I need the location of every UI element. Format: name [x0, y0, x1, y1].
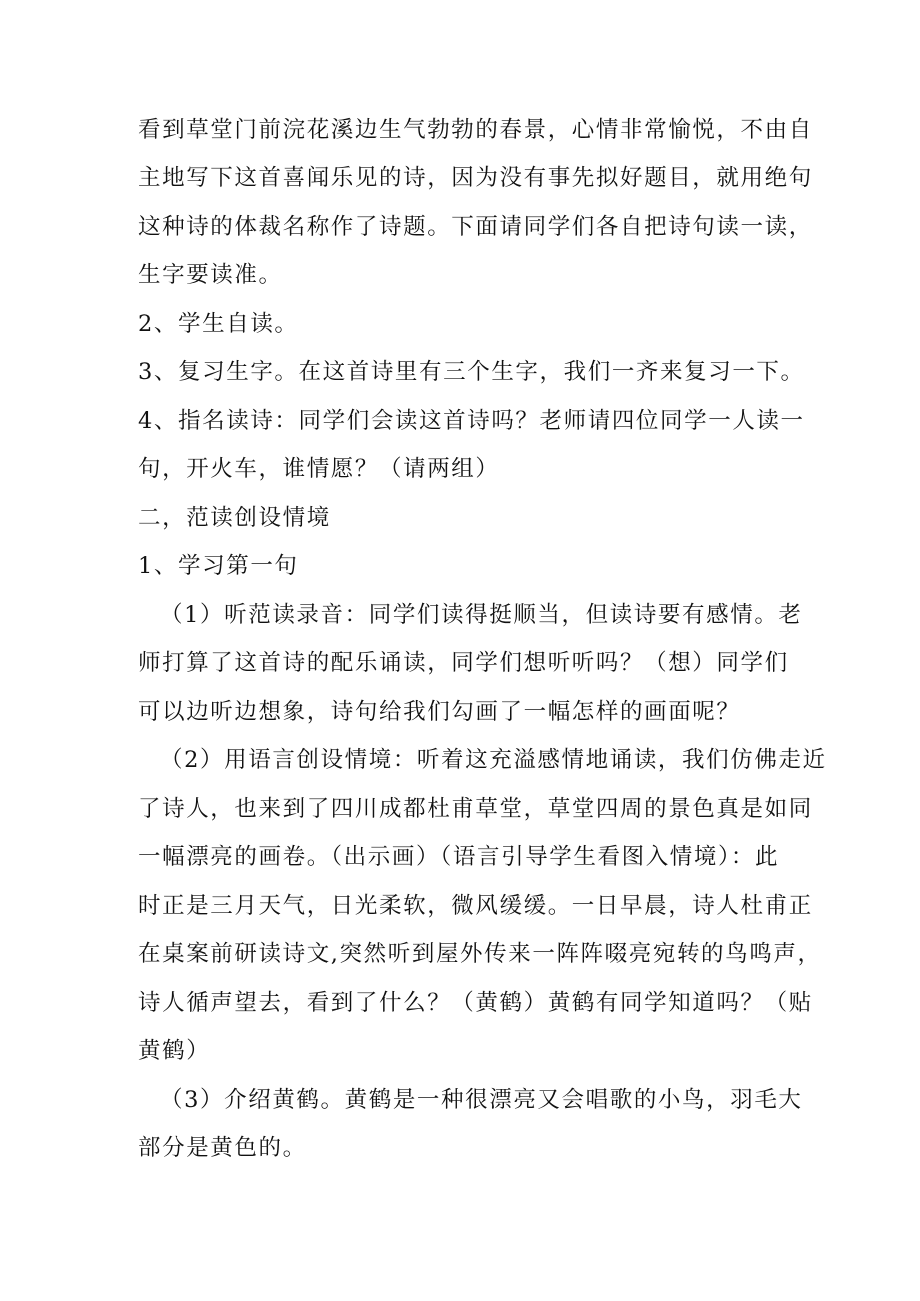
paragraph-line: 诗人循声望去，看到了什么？（黄鹤）黄鹤有同学知道吗？（贴 — [138, 990, 813, 1016]
paragraph-line: （3）介绍黄鹤。黄鹤是一种很漂亮又会唱歌的小鸟，羽毛大 — [160, 1087, 803, 1113]
paragraph-line: 这种诗的体裁名称作了诗题。下面请同学们各自把诗句读一读， — [138, 214, 813, 240]
paragraph-line: 了诗人，也来到了四川成都杜甫草堂，草堂四周的景色真是如同 — [138, 796, 813, 822]
list-item: 4、指名读诗：同学们会读这首诗吗？老师请四位同学一人读一 — [138, 408, 805, 434]
paragraph-line: 部分是黄色的。 — [138, 1135, 307, 1161]
list-item: 2、学生自读。 — [138, 311, 299, 337]
subsection-heading: 1、学习第一句 — [138, 553, 299, 579]
paragraph-line: 黄鹤） — [138, 1038, 211, 1064]
list-item: 3、复习生字。在这首诗里有三个生字，我们一齐来复习一下。 — [138, 359, 805, 385]
paragraph-line: 看到草堂门前浣花溪边生气勃勃的春景，心情非常愉悦，不由自 — [138, 117, 813, 143]
paragraph-line: 主地写下这首喜闻乐见的诗，因为没有事先拟好题目，就用绝句 — [138, 165, 813, 191]
paragraph-line: 生字要读准。 — [138, 262, 283, 288]
paragraph-line: 师打算了这首诗的配乐诵读，同学们想听听吗？（想）同学们 — [138, 650, 789, 676]
paragraph-line: 在桌案前研读诗文,突然听到屋外传来一阵阵啜亮宛转的鸟鸣声， — [138, 941, 822, 967]
paragraph-line: （2）用语言创设情境：听着这充溢感情地诵读，我们仿佛走近 — [160, 747, 827, 773]
paragraph-line: 句，开火车，谁情愿？（请两组） — [138, 456, 500, 482]
paragraph-line: 可以边听边想象，诗句给我们勾画了一幅怎样的画面呢？ — [138, 699, 741, 725]
paragraph-line: 一幅漂亮的画卷。（出示画）（语言引导学生看图入情境）：此 — [138, 844, 780, 870]
paragraph-line: （1）听范读录音：同学们读得挺顺当，但读诗要有感情。老 — [160, 602, 803, 628]
section-heading: 二，范读创设情境 — [138, 505, 331, 531]
paragraph-line: 时正是三月天气，日光柔软，微风缓缓。一日早晨，诗人杜甫正 — [138, 893, 813, 919]
